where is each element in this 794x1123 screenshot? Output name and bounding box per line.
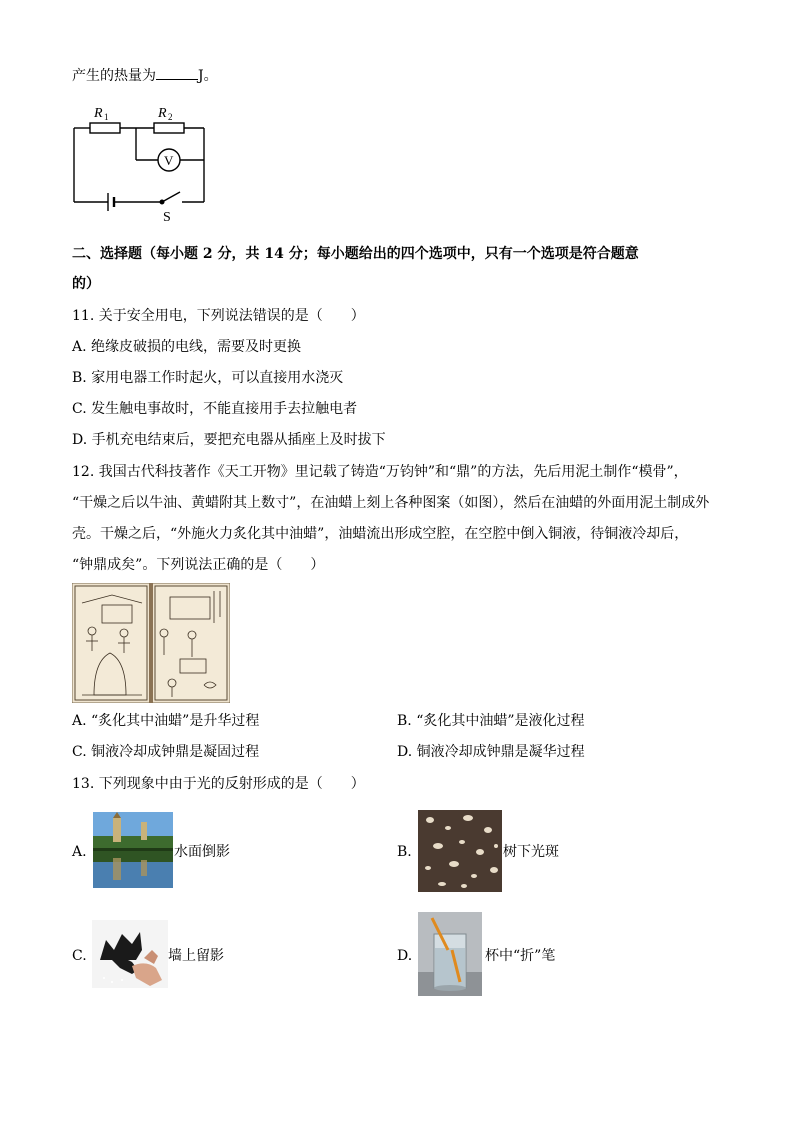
q12-option-b: B. “炙化其中油蜡”是液化过程 [397, 713, 585, 729]
tiangong-kaiwu-illustration [72, 583, 230, 703]
q11-stem: 11. 关于安全用电，下列说法错误的是（ ） [72, 308, 365, 324]
q13-option-a-caption: 水面倒影 [174, 844, 230, 860]
q12-option-c: C. 铜液冷却成钟鼎是凝固过程 [72, 744, 260, 760]
q12-option-a: A. “炙化其中油蜡”是升华过程 [72, 713, 260, 729]
tree-light-spots-photo [418, 810, 502, 892]
q13-option-d-caption: 杯中“折”笔 [485, 948, 556, 964]
switch-lever [162, 192, 180, 202]
q12-stem-line2: “干燥之后以牛油、黄蜡附其上数寸”，在油蜡上刻上各种图案（如图），然后在油蜡的外面用泥土制成外 [72, 495, 710, 511]
bent-pen-glass-photo [418, 912, 482, 996]
q12-stem-line3: 壳。干燥之后，“外施火力炙化其中油蜡”，油蜡流出形成空腔，在空腔中倒入铜液，待铜液冷却后， [72, 526, 689, 542]
resistor-r2 [154, 123, 184, 133]
water-reflection-photo [93, 812, 173, 888]
q12-option-d: D. 铜液冷却成钟鼎是凝华过程 [397, 744, 585, 760]
q12-stem-line4: “钟鼎成矣”。下列说法正确的是（ ） [72, 557, 325, 573]
q13-stem: 13. 下列现象中由于光的反射形成的是（ ） [72, 776, 365, 792]
q13-option-c-letter: C. [72, 948, 87, 964]
answer-blank [156, 65, 198, 80]
r2-subscript: 2 [168, 112, 173, 122]
q11-option-b: B. 家用电器工作时起火，可以直接用水浇灭 [72, 370, 344, 386]
q11-option-d: D. 手机充电结束后，要把充电器从插座上及时拔下 [72, 432, 386, 448]
voltmeter-label: V [164, 153, 174, 168]
intro-unit: J。 [198, 68, 218, 84]
q11-option-c: C. 发生触电事故时，不能直接用手去拉触电者 [72, 401, 358, 417]
q13-option-d-letter: D. [397, 948, 413, 964]
q13-option-b-caption: 树下光斑 [503, 844, 559, 860]
r1-label: R [94, 106, 103, 121]
resistor-r1 [90, 123, 120, 133]
switch-label: S [163, 210, 171, 225]
section-heading-cont: 的） [72, 276, 100, 292]
q13-option-c-caption: 墙上留影 [168, 948, 224, 964]
r1-subscript: 1 [104, 112, 109, 122]
circuit-diagram [66, 98, 216, 228]
q12-stem-line1: 12. 我国古代科技著作《天工开物》里记载了铸造“万钧钟”和“鼎”的方法，先后用泥土制作“模骨”， [72, 464, 688, 480]
q13-option-b-letter: B. [397, 844, 412, 860]
intro-text: 产生的热量为 [72, 68, 156, 84]
intro-line [72, 65, 218, 86]
hand-shadow-photo [92, 920, 168, 988]
q13-option-a-letter: A. [72, 844, 87, 860]
section-heading: 二、选择题（每小题 2 分，共 14 分；每小题给出的四个选项中，只有一个选项是符合题意 [72, 246, 639, 262]
q11-option-a: A. 绝缘皮破损的电线，需要及时更换 [72, 339, 302, 355]
r2-label: R [158, 106, 167, 121]
